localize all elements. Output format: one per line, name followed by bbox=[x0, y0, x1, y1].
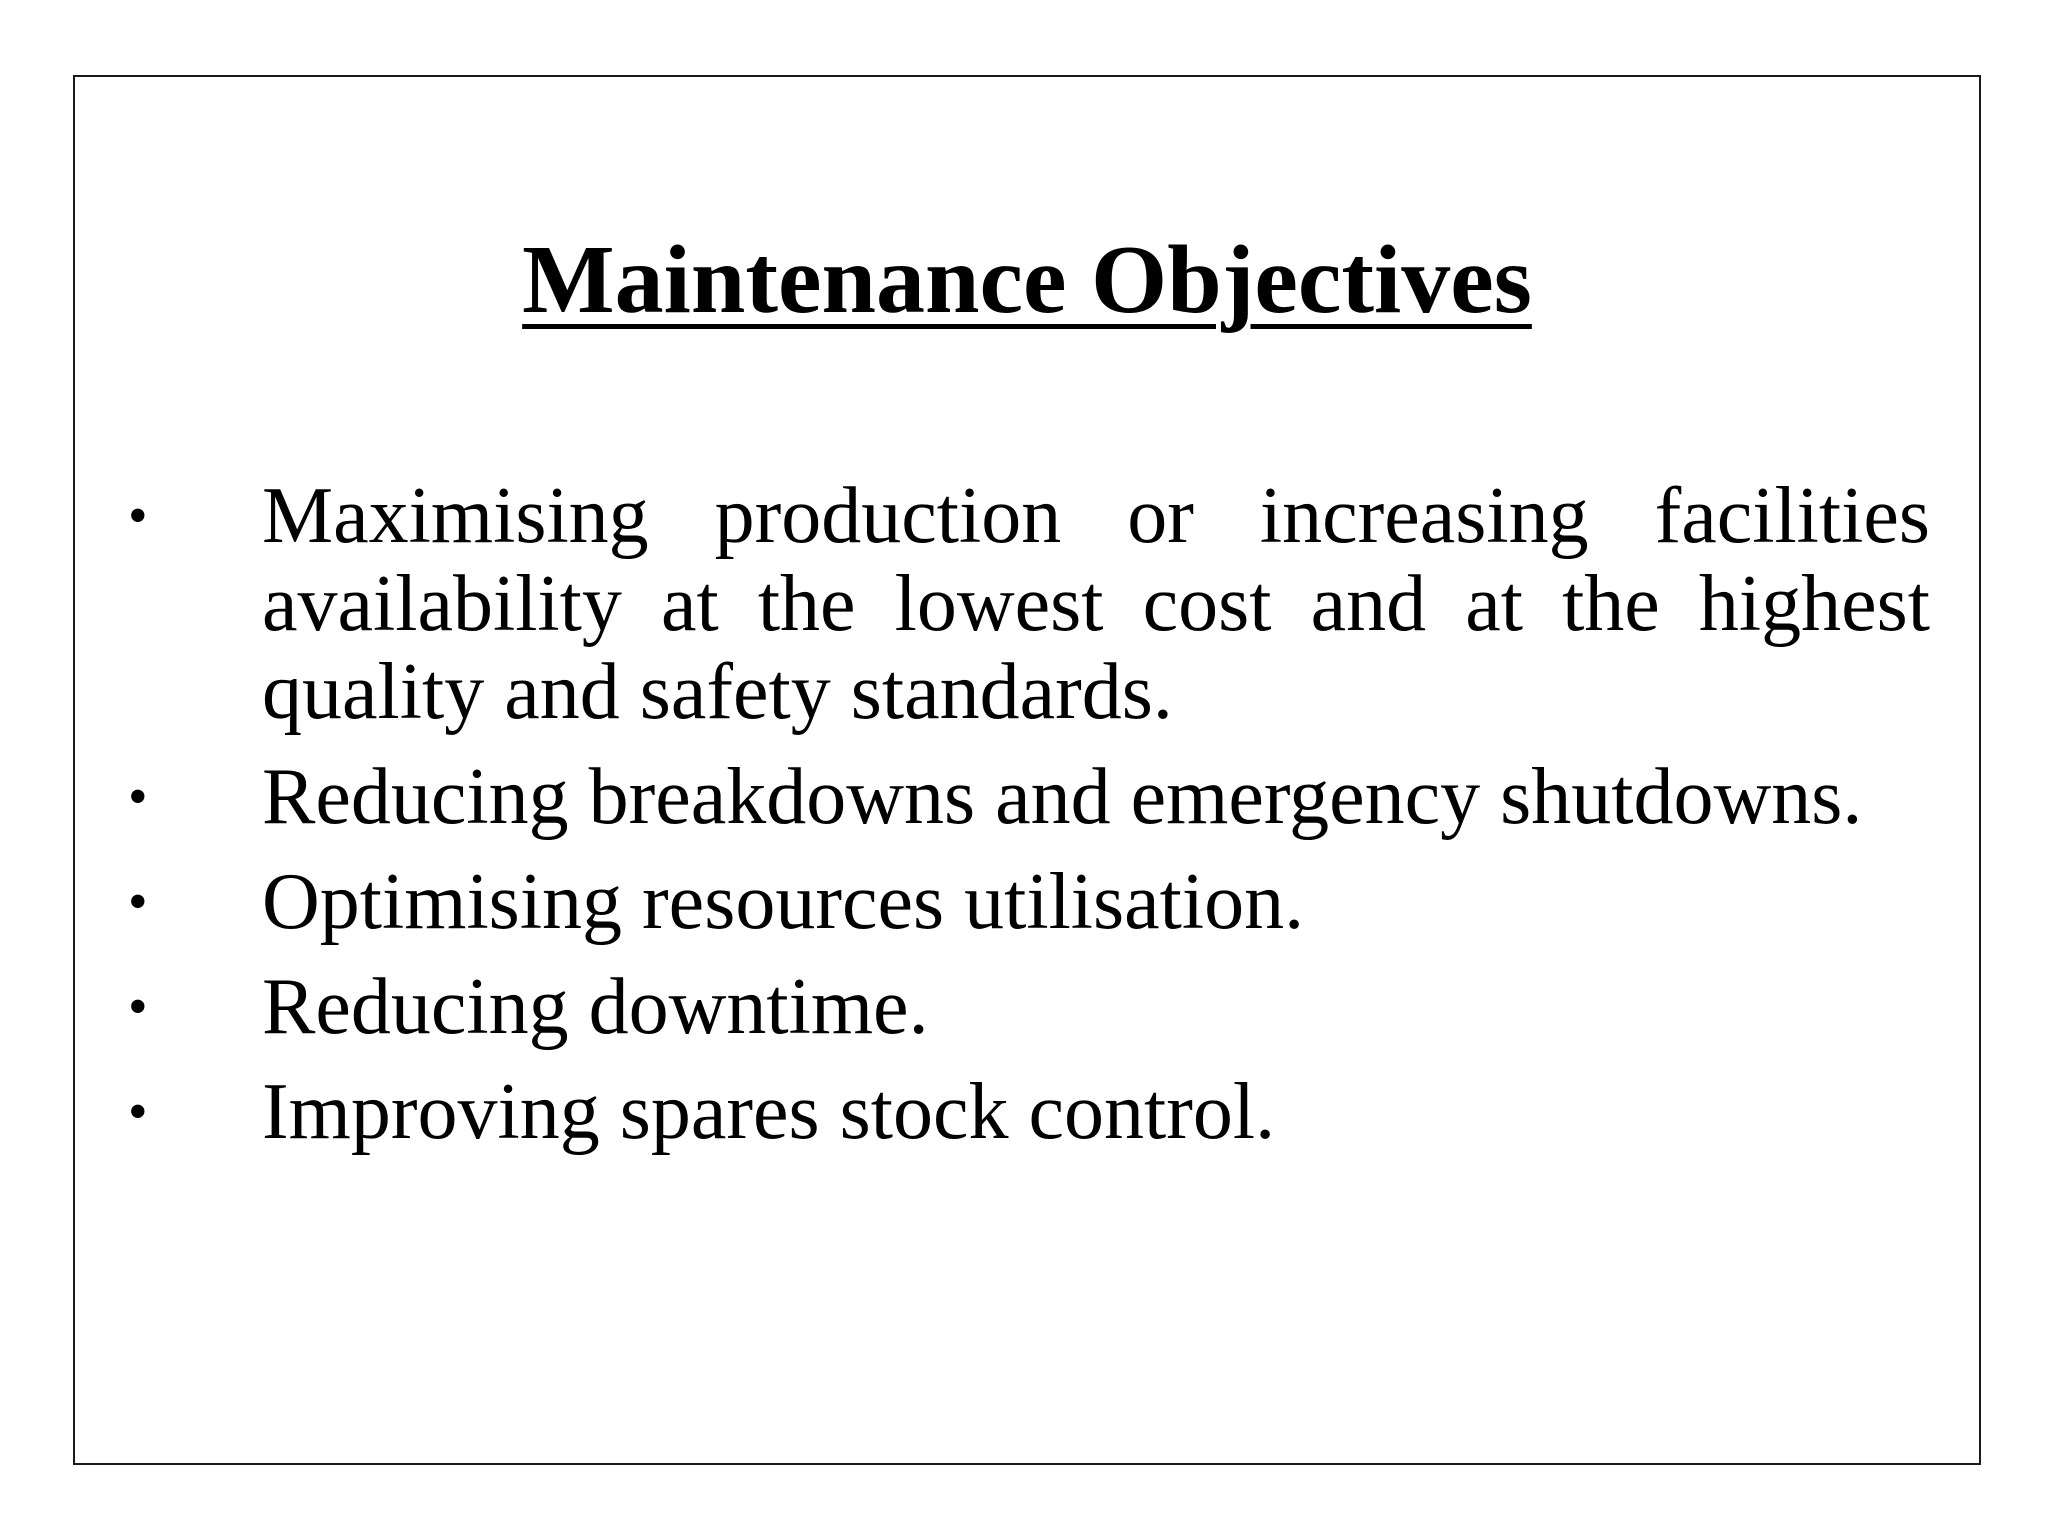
list-item-text: Reducing downtime. bbox=[262, 963, 929, 1051]
list-item-text: Maximising production or increasing facilities availability at the lowest cost and at the highest quality and safety standards. bbox=[262, 472, 1930, 736]
list-item bbox=[128, 753, 1930, 841]
objectives-list bbox=[128, 472, 1928, 1173]
slide-title-text: Maintenance Objectives bbox=[522, 226, 1532, 334]
list-item bbox=[128, 858, 1930, 946]
bullet-icon: • bbox=[128, 871, 148, 933]
list-item bbox=[128, 1068, 1930, 1156]
list-item-text: Reducing breakdowns and emergency shutdowns. bbox=[262, 753, 1863, 841]
list-item bbox=[128, 472, 1930, 736]
bullet-icon: • bbox=[128, 485, 148, 547]
bullet-icon: • bbox=[128, 766, 148, 828]
list-item bbox=[128, 963, 1930, 1051]
slide-title bbox=[75, 227, 1979, 335]
list-item-text: Improving spares stock control. bbox=[262, 1068, 1276, 1156]
bullet-icon: • bbox=[128, 976, 148, 1038]
list-item-text: Optimising resources utilisation. bbox=[262, 858, 1305, 946]
bullet-icon: • bbox=[128, 1081, 148, 1143]
